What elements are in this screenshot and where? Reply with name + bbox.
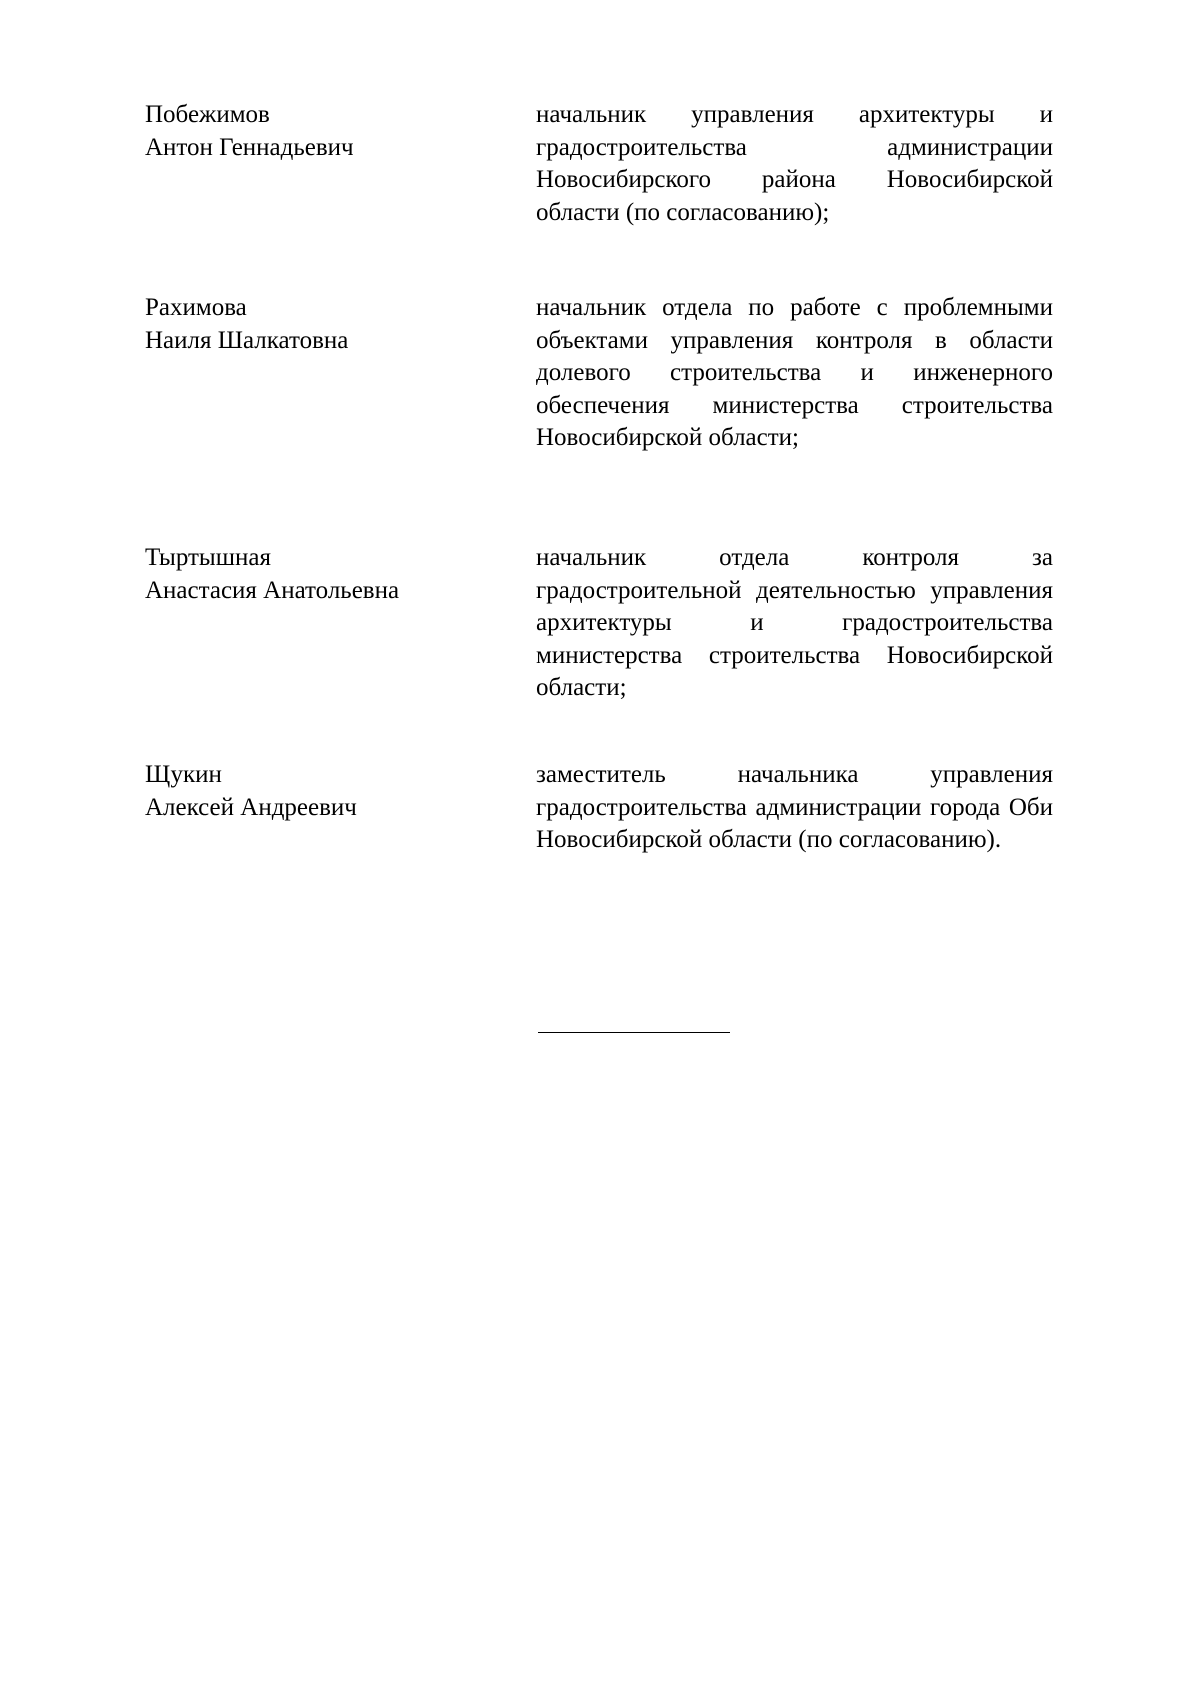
- member-name: [145, 542, 515, 607]
- member-given-names: Алексей Андреевич: [145, 793, 357, 821]
- member-given-names: Анастасия Анатольевна: [145, 576, 400, 604]
- member-surname: Щукин: [145, 761, 222, 788]
- member-position: начальник отдела контроля за градостроительной деятельностью управления архитектуры и градостроительства министерства строительства Новосибирской области;: [536, 544, 1053, 701]
- member-given-names: Наиля Шалкатовна: [145, 326, 349, 354]
- member-name: [145, 759, 515, 824]
- member-given-names: Антон Геннадьевич: [145, 133, 354, 161]
- member-name: [145, 99, 515, 164]
- member-surname: Рахимова: [145, 294, 247, 321]
- member-name: [145, 292, 515, 357]
- member-surname: Тыртышная: [145, 544, 271, 571]
- member-position: начальник отдела по работе с проблемными объектами управления контроля в области долевого строительства и инженерного обеспечения министерства строительства Новосибирской области;: [536, 294, 1053, 451]
- member-position: начальник управления архитектуры и градостроительства администрации Новосибирского района Новосибирской области (по согласованию);: [536, 101, 1053, 226]
- member-surname: Побежимов: [145, 101, 270, 128]
- member-position: заместитель начальника управления градостроительства администрации города Оби Новосибирской области (по согласованию).: [536, 761, 1053, 853]
- closing-rule: [538, 1032, 730, 1033]
